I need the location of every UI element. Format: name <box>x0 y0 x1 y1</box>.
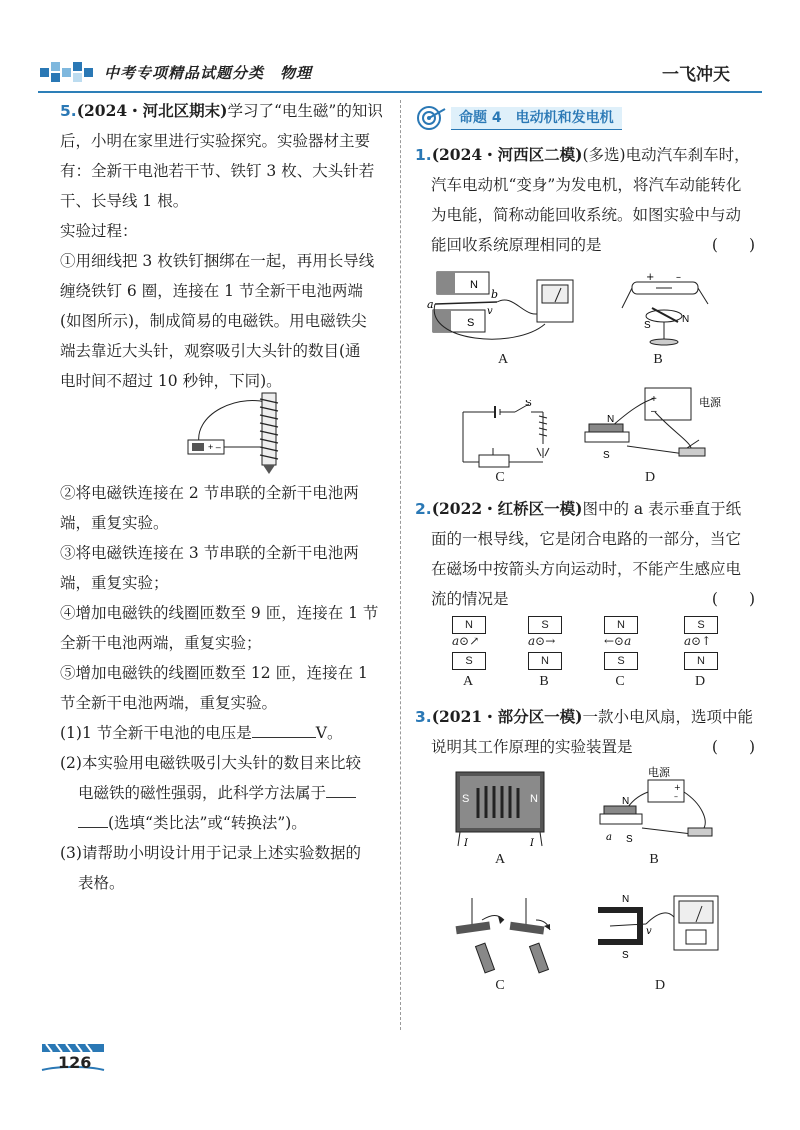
q2-line2: 面的一根导线，它是闭合电路的一部分，当它 <box>431 530 742 548</box>
q3b-n-label: N <box>622 796 630 807</box>
svg-text:–: – <box>651 406 657 417</box>
q3-option-a-label[interactable]: A <box>494 852 506 867</box>
q3-figure-c <box>452 894 562 974</box>
q5-step2-2: 端，重复实验。 <box>60 514 169 532</box>
q1-source: (2024・河西区二模) <box>431 145 583 164</box>
q2d-bottom-pole: N <box>684 652 718 670</box>
q3b-a-label: a <box>606 832 612 843</box>
q1d-s-label: S <box>603 450 610 461</box>
q1d-n-label: N <box>607 414 615 425</box>
q3-answer-bracket[interactable]: ( ) <box>711 738 755 756</box>
q5-step5-2: 节全新干电池两端，重复实验。 <box>60 694 278 712</box>
q2-option-d-label[interactable]: D <box>694 674 706 689</box>
q5-step3-1: ③将电磁铁连接在 3 节串联的全新干电池两 <box>60 544 359 562</box>
q2c-top-pole: N <box>604 616 638 634</box>
q3d-n-label: N <box>622 894 630 905</box>
q2-number: 2. <box>415 500 432 518</box>
q5-step4-2: 全新干电池两端，重复实验； <box>60 634 262 652</box>
q1a-n-label: N <box>470 279 478 291</box>
q3-line1: 一款小电风扇，选项中能 <box>582 708 754 726</box>
q2b-top-pole: S <box>528 616 562 634</box>
q5-intro-1: 学习了“电生磁”的知识 <box>227 102 383 120</box>
q1-option-c-label[interactable]: C <box>495 470 505 485</box>
q2-source: (2022・红桥区一模) <box>431 499 583 518</box>
q2-option-b-label[interactable]: B <box>539 674 549 689</box>
brand-logo: 一飞冲天 <box>662 65 730 85</box>
q2b-wire-label: a <box>528 634 536 648</box>
q1b-s-label: S <box>644 320 651 331</box>
q1-line2: 汽车电动机“变身”为发电机，将汽车动能转化 <box>431 176 742 194</box>
q5-text-block <box>60 96 395 396</box>
q3-number: 3. <box>415 708 432 726</box>
q2b-bottom-pole: N <box>528 652 562 670</box>
page-number: 126 <box>58 1053 92 1072</box>
header-logo-icon <box>38 58 100 90</box>
electromagnet-figure <box>180 385 300 475</box>
q5-intro-3: 有：全新干电池若干节、铁钉 3 枚、大头针若 <box>60 162 375 180</box>
target-icon <box>413 105 447 131</box>
q1-line4: 能回收系统原理相同的是 <box>431 236 602 254</box>
q3a-i-right: I <box>530 838 534 848</box>
q3-figure-b <box>592 764 722 849</box>
q1-answer-bracket[interactable]: ( ) <box>711 236 755 254</box>
q1a-v-label: v <box>487 306 493 317</box>
svg-text:–: – <box>676 272 681 283</box>
q5-sub1-unit: V。 <box>315 724 343 742</box>
q2d-wire: a⊙↑ <box>684 634 712 648</box>
q3-source: (2021・部分区一模) <box>431 707 583 726</box>
svg-text:–: – <box>674 792 678 801</box>
q5-step3-2: 端，重复实验； <box>60 574 169 592</box>
q2-line1: 图中的 a 表示垂直于纸 <box>582 500 742 518</box>
svg-text:+: + <box>674 783 681 792</box>
q3d-v-label: v <box>646 926 652 937</box>
q3-figure-d <box>590 890 730 970</box>
q1-figure-c <box>455 400 575 470</box>
q5-step4-1: ④增加电磁铁的线圈匝数至 9 匝，连接在 1 节 <box>60 604 379 622</box>
q2c-bottom-pole: S <box>604 652 638 670</box>
q2-text-block <box>415 494 755 614</box>
q5-intro-2: 后，小明在家里进行实验探究。实验器材主要 <box>60 132 371 150</box>
q1a-a-label: a <box>427 298 434 311</box>
q1c-s-label: S <box>525 400 532 409</box>
q5-step5-1: ⑤增加电磁铁的线圈匝数至 12 匝，连接在 1 <box>60 664 368 682</box>
q2a-wire: a⊙↗ <box>452 634 480 648</box>
q3-option-c-label[interactable]: C <box>495 978 505 993</box>
q5-number: 5. <box>60 102 77 120</box>
q2d-wire-label: a <box>684 634 692 648</box>
q1-figure-b <box>612 268 722 348</box>
q5-step1-3: (如图所示)，制成简易的电磁铁。用电磁铁尖 <box>60 312 367 330</box>
q2-option-c-label[interactable]: C <box>615 674 625 689</box>
header-title: 中考专项精品试题分类 物理 <box>104 64 313 82</box>
q5-sub2-blank[interactable] <box>326 797 356 798</box>
q5-sub2-3: (选填“类比法”或“转换法”)。 <box>108 814 307 832</box>
q2d-top-pole: S <box>684 616 718 634</box>
q3-line2: 说明其工作原理的实验装置是 <box>431 738 633 756</box>
column-divider <box>400 100 401 1030</box>
q3b-power-label: 电源 <box>648 766 670 779</box>
q5-step1-2: 缠绕铁钉 6 圈，连接在 1 节全新干电池两端 <box>60 282 363 300</box>
q3a-i-left: I <box>464 838 468 848</box>
q1-number: 1. <box>415 146 432 164</box>
q5-sub1-text: (1)1 节全新干电池的电压是 <box>60 724 252 742</box>
q1b-n-label: N <box>682 314 690 325</box>
q5-sub2-1: (2)本实验用电磁铁吸引大头针的数目来比较 <box>60 754 361 772</box>
q5-step1-4: 端去靠近大头针，观察吸引大头针的数目(通 <box>60 342 361 360</box>
q5-intro-4: 干、长导线 1 根。 <box>60 192 189 210</box>
q2b-wire: a⊙→ <box>528 634 556 648</box>
topic-label: 命题 4 电动机和发电机 <box>451 107 622 130</box>
q2-answer-bracket[interactable]: ( ) <box>711 590 755 608</box>
q3b-s-label: S <box>626 834 633 845</box>
q1-option-d-label[interactable]: D <box>644 470 656 485</box>
svg-text:+ –: + – <box>208 442 221 452</box>
q5-sub2-2: 电磁铁的磁性强弱，此科学方法属于 <box>78 784 327 802</box>
q5-sub1-blank[interactable] <box>252 737 316 738</box>
q1-option-a-label[interactable]: A <box>497 352 509 367</box>
q5-step1-5: 电时间不超过 10 秒钟，下同)。 <box>60 372 282 390</box>
q3d-s-label: S <box>622 950 629 961</box>
q1a-s-label: S <box>467 317 475 329</box>
q2c-wire: ←⊙a <box>604 634 632 648</box>
q1-figure-d <box>575 384 725 469</box>
q5-step1-1: ①用细线把 3 枚铁钉捆绑在一起，再用长导线 <box>60 252 375 270</box>
q1-option-b-label[interactable]: B <box>653 352 663 367</box>
q5-process-label: 实验过程： <box>60 222 138 240</box>
svg-text:+: + <box>646 272 655 283</box>
q3a-s-label: S <box>462 793 470 805</box>
svg-text:+: + <box>651 394 657 405</box>
q2a-top-pole: N <box>452 616 486 634</box>
q5-sub2-blank-cont[interactable] <box>78 827 108 828</box>
q2-line4: 流的情况是 <box>431 590 509 608</box>
q5-source: (2024・河北区期末) <box>76 101 228 120</box>
q2-line3: 在磁场中按箭头方向运动时，不能产生感应电 <box>431 560 742 578</box>
q5-sub3-2: 表格。 <box>78 874 125 892</box>
q1-line1: (多选)电动汽车刹车时， <box>582 146 750 164</box>
q3-text-block <box>415 702 755 762</box>
q1a-b-label: b <box>491 288 499 301</box>
q5-steps-block <box>60 478 395 898</box>
q2a-bottom-pole: S <box>452 652 486 670</box>
q3-option-d-label[interactable]: D <box>654 978 666 993</box>
q1-text-block <box>415 140 755 260</box>
header-rule <box>38 91 762 93</box>
q3-option-b-label[interactable]: B <box>649 852 659 867</box>
q2c-wire-label: a <box>624 634 632 648</box>
q5-step2-1: ②将电磁铁连接在 2 节串联的全新干电池两 <box>60 484 359 502</box>
q1-figure-a <box>425 262 585 357</box>
q1d-power-label: 电源 <box>699 396 721 409</box>
q1-line3: 为电能，简称动能回收系统。如图实验中与动 <box>431 206 742 224</box>
q2-option-a-label[interactable]: A <box>462 674 474 689</box>
q3-figure-a <box>450 768 550 848</box>
q2a-wire-label: a <box>452 634 460 648</box>
q3a-n-label: N <box>530 793 538 805</box>
q5-sub3-1: (3)请帮助小明设计用于记录上述实验数据的 <box>60 844 361 862</box>
